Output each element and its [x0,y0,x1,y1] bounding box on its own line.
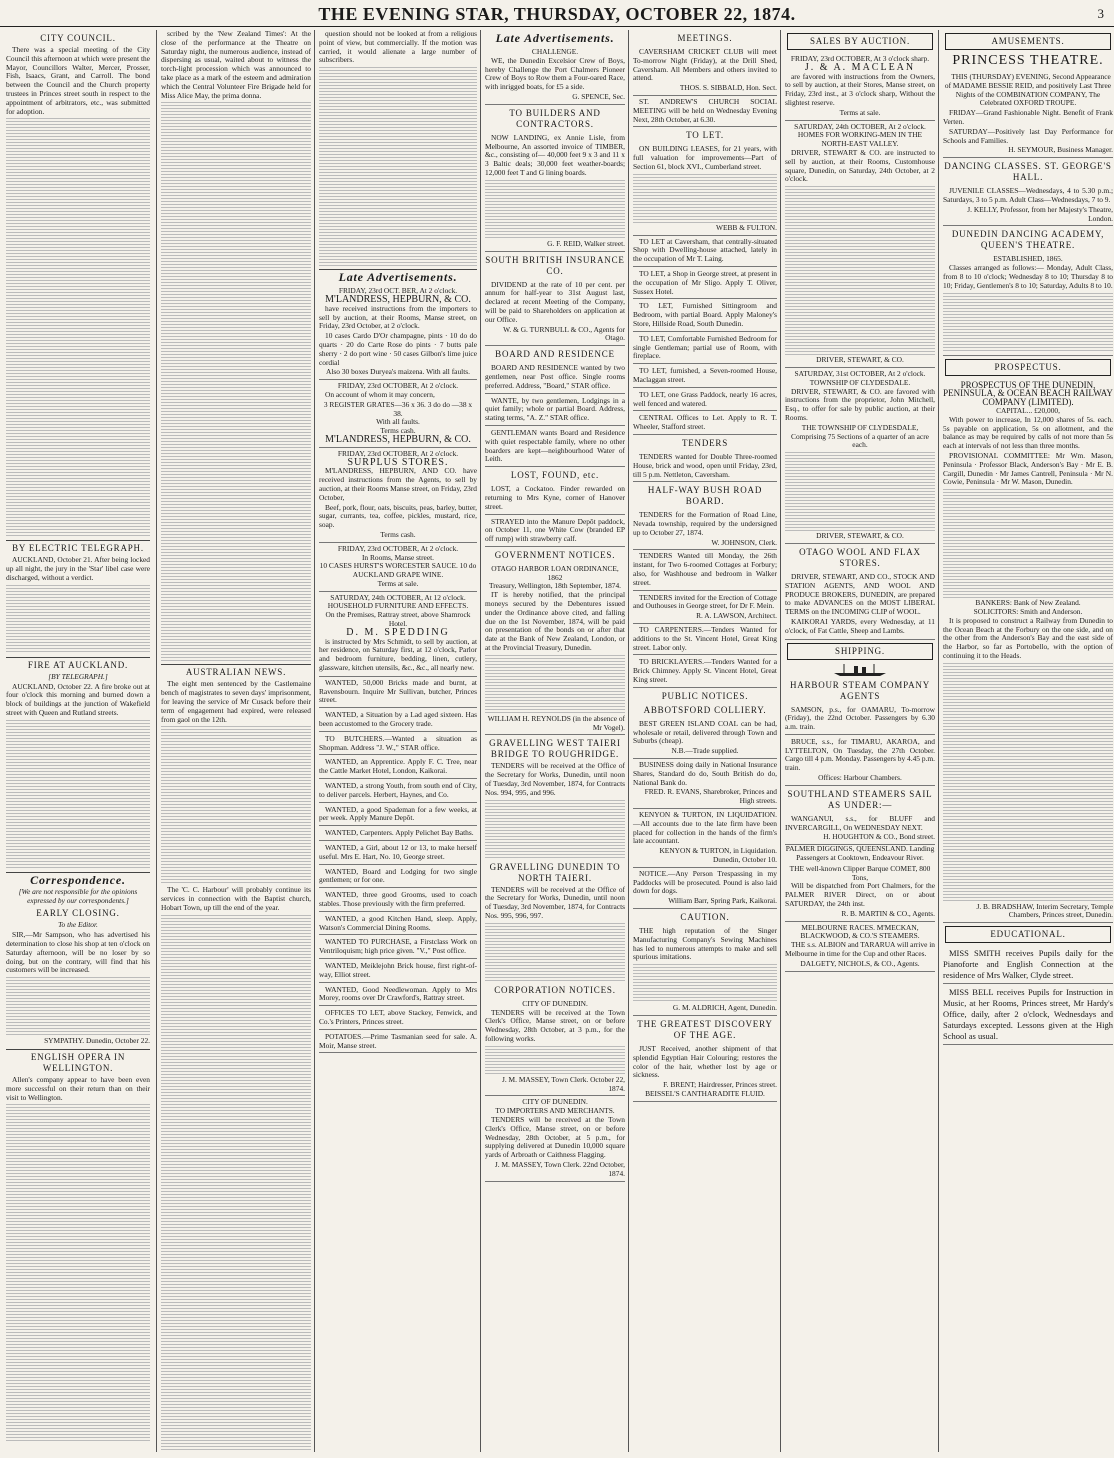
ad-wanted-situation: WANTED, a Situation by a Lad aged sixteen. Has been accustomed to the Grocery trade. [319,709,477,732]
newspaper-title: THE EVENING STAR, THURSDAY, OCTOBER 22, 1874. [318,4,796,24]
ad-singer: THE high reputation of the Singer Manufacturing Company's Sewing Machines has led to numerous attempts to make and sell spurious imitations. G. M. ALDRICH, Agent, Dunedin. [633,925,777,1016]
heading-english-opera: ENGLISH OPERA IN WELLINGTON. [6,1049,150,1074]
article-continuation [161,101,311,661]
ad-shop-george-st: TO LET, a Shop in George street, at present in the occupation of Mr Sligo. Apply T. Oliver, Sussex Hotel. [633,268,777,299]
page-number: 3 [1097,6,1104,21]
ad-grooms: WANTED, three good Grooms, used to coach stables. Those previously with the firm preferred. [319,889,477,912]
heading-public-notices: PUBLIC NOTICES. [661,690,749,701]
ad-register-grates: FRIDAY, 23rd OCTOBER, At 2 o'clock. On account of whom it may concern, 3 REGISTER GRATES—36 x 36. 3 do do —38 x 38. With all faults. Terms cash. M'LANDRESS, HEPBURN, & CO. [319,380,477,448]
ad-gentleman: GENTLEMAN wants Board and Residence with quiet respectable family, where no other boarders are kept—neighbourhood Water of Leith. [485,427,625,467]
column-3 [314,30,477,1452]
ad-kenyon-turton: KENYON & TURTON, IN LIQUIDATION.—All accounts due to the late firm have been placed for collection in the hands of the firm's late accountant. KENYON & TURTON, in Liquidation. Dunedin, October 10. [633,809,777,868]
ad-surplus-stores: FRIDAY, 23rd OCTOBER, At 2 o'clock. SURPLUS STORES. M'LANDRESS, HEPBURN, AND CO. have received instructions from the Agents, to sell by auction, at their Rooms Manse street, on Friday, 23rd October, Beef, pork, flour, oats, biscuits, peas, barley, butter, sugar, currants, tea, coffee, pickles, mustard, rice, soap. Terms cash. [319,448,477,543]
column-5 [628,30,777,1452]
ad-gravelling-2: TENDERS will be received at the Office of the Secretary for Works, Dunedin, until noon of Tuesday, 3rd November, 1874, for Contracts Nos. 995, 996, 997. [485,884,625,921]
heading-meetings: MEETINGS. [677,33,733,43]
heading-late-advertisements: Late Advertisements. [319,269,477,283]
ad-brick-house: WANTED, Meiklejohn Brick house, first right-of-way, Elliot street. [319,960,477,983]
steamship-icon [830,663,890,677]
ad-mlandress-1: FRIDAY, 23rd OCT. BER, At 2 o'clock. M'LANDRESS, HEPBURN, & CO. have received instructions from the importers to sell by auction, at their Rooms, Manse street, on Friday, 23rd October, at 2 o'clock. 10 cases Cardo D'Or champagne, pints · 10 do do quarts · 20 do Carte Rose do pints · 7 butts pale sherry · 2 do port wine · 50 cases Gilbon's lime juice cordial Also 30 boxes Duryea's maizena. With all faults. [319,285,477,380]
ad-railway-prospectus: PROSPECTUS OF THE DUNEDIN, PENINSULA, & OCEAN BEACH RAILWAY COMPANY (LIMITED). CAPITAL... £20,000, With power to increase, In 12,000 shares of 5s. each. 5s payable on application, 5s on allotment, and the balance as may be required by calls of not more than 5s each at intervals of not less than three months. PROVISIONAL COMMITTEE: Mr Wm. Mason, Peninsula · Professor Black, Anderson's Bay · Mr E. B. Cargill, Dunedin · Mr James Cantrell, Peninsula · Mr N. Cowie, Peninsula · Mr W. Mason, Dunedin. BANKERS: Bank of New Zealand. SOLICITORS: Smith and Anderson. It is proposed to construct a Railway from Dunedin to the Ocean Beach at the Forbury on the one side, and on the other from the Anderson's Bay and the east side of the Harbor, so far as Portobello, with the option of continuing it to the Heads. J. B. BRADSHAW, Interim Secretary, Temple Chambers, Princes street, Dunedin. [943,379,1113,924]
ad-wanted-bricks: WANTED, 50,000 Bricks made and burnt, at Ravensbourn. Inquire Mr Sullivan, butcher, Princes street. [319,677,477,708]
heading-dancing-classes: DANCING CLASSES. ST. GEORGE'S HALL. [944,161,1112,183]
column-4 [480,30,625,1452]
heading-wool-flax: OTAGO WOOL AND FLAX STORES. [799,546,921,568]
ad-city-dunedin-1: CITY OF DUNEDIN. TENDERS will be received at the Town Clerk's Office, Manse street, on or before Wednesday, 28th October, at 3 p.m., for the following works. J. M. MASSEY, Town Clerk. October 22, 1874. [485,998,625,1097]
ad-trespass: NOTICE.—Any Person Trespassing in my Paddocks will be prosecuted. Pound is also laid down for dogs. William Barr, Spring Park, Kaikorai. [633,868,777,909]
ad-bricklayers: TO BRICKLAYERS.—Tenders Wanted for a Brick Chimney. Apply St. Vincent Hotel, Great King street. [633,656,777,687]
ad-comet: THE well-known Clipper Barque COMET, 800 Tons, Will be dispatched from Port Chalmers, for the PALMER RIVER Direct, on or about SATURDAY, the 24th inst. R. B. MARTIN & CO., Agents. [785,863,935,922]
column-7 [938,30,1113,1452]
ad-cottages: TENDERS Wanted till Monday, the 26th instant, for Two 6-roomed Cottages at Forbury; also, for Washhouse and bedroom in Walker street. [633,550,777,590]
ad-ventriloquism: WANTED TO PURCHASE, a Firstclass Work on Ventriloquism; high price given. "V.," Post office. [319,936,477,959]
ad-strayed-cow: STRAYED into the Manure Depôt paddock, on October 11, one White Cow (branded EP off rump) with strawberry calf. [485,516,625,547]
article-continuation [6,1103,150,1443]
ad-cockatoo: LOST, a Cockatoo. Finder rewarded on returning to Mrs Kyne, corner of Hanover street. [485,483,625,514]
heading-sales-by-auction: SALES BY AUCTION. [787,33,933,50]
palmer-diggings: PALMER DIGGINGS, QUEENSLAND. Landing Passengers at Cooktown, Endeavour River. [785,844,935,863]
article-continuation [319,66,477,266]
ad-st-andrews: ST. ANDREW'S CHURCH SOCIAL MEETING will be held on Wednesday Evening Next, 28th October, at 6.30. [633,96,777,127]
ad-potatoes: POTATOES.—Prime Tasmanian seed for sale. A. Moir, Manse street. [319,1031,477,1054]
ad-colliery: BEST GREEN ISLAND COAL can be had, wholesale or retail, delivered through Town and Suburbs (cheap). N.B.—Trade supplied. [633,718,777,759]
ad-miss-smith: MISS SMITH receives Pupils daily for the Pianoforte and English Connection at the residence of Mrs Walker, Clyde street. [943,946,1113,984]
heading-prospectus: PROSPECTUS. [945,359,1111,376]
ad-spedding: SATURDAY, 24th OCTOBER, At 12 o'clock. HOUSEHOLD FURNITURE AND EFFECTS. On the Premises, Rattray street, above Shamrock Hotel. D. M. SPEDDING is instructed by Mrs Schmidt, to sell by auction, at her residence, on Saturday first, at 12 o'clock, Parlor and bedroom furniture, bedding, linen, cutlery, glassware, kitchen utensils, &c., &c., all nearly new. [319,592,477,677]
ad-needlewoman: WANTED, Good Needlewoman. Apply to Mrs Morey, rooms over Dr Crawford's, Rattray street. [319,984,477,1007]
ad-wanganui: WANGANUI, s.s., for BLUFF and INVERCARGILL, On WEDNESDAY NEXT. H. HOUGHTON & CO., Bond street. [785,813,935,845]
ad-tender-house: TENDERS wanted for Double Three-roomed House, brick and wood, open until Friday, 23rd, till 5 p.m. Nettleton, Caversham. [633,451,777,482]
article-continuation [161,725,311,885]
ad-board: BOARD AND RESIDENCE wanted by two gentlemen, near Post office. Single rooms preferred. Address, "Board," STAR office. [485,362,625,393]
ad-youth: WANTED, a strong Youth, from south end of City, to deliver parcels. Herbert, Haynes, and Co. [319,780,477,803]
ad-sittingroom: TO LET, Furnished Sittingroom and Bedroom, with partial Board. Apply Maloney's Store, Hillside Road, South Dunedin. [633,300,777,331]
heading-australian-news: AUSTRALIAN NEWS. [161,664,311,678]
ad-dancing-academy: ESTABLISHED, 1865. Classes arranged as follows:— Monday, Adult Class, from 8 to 10 o'clock; Wednesday 8 to 10; Thursday 8 to 10; Friday, Gentlemen's 8 to 10; Saturday, Adults 8 to 10. [943,253,1113,355]
ad-city-dunedin-2: CITY OF DUNEDIN. TO IMPORTERS AND MERCHANTS. TENDERS will be received at the Town Clerk's Office, Manse street, on or before Wednesday, 28th October, at 5 p.m., for supplying delivered at Dunedin 10,000 square yards of Arbroath or Caithness Flagging. J. M. MASSEY, Town Clerk. 22nd October, 1874. [485,1096,625,1181]
ad-working-men-homes: SATURDAY, 24th OCTOBER, At 2 o'clock. HOMES FOR WORKING-MEN IN THE NORTH-EAST VALLEY. DRIVER, STEWART & CO. are instructed to sell by auction, at their Rooms, Customhouse square, Dunedin, on Saturday, 24th October, at 2 o'clock. DRIVER, STEWART, & CO. [785,121,935,368]
ad-girl: WANTED, a Girl, about 12 or 13, to make herself useful. Mrs E. Hart, No. 10, George street. [319,842,477,865]
heading-gravelling-west-taieri: GRAVELLING WEST TAIERI BRIDGE TO ROUGHRIDGE. [489,738,621,760]
heading-correspondence: Correspondence. [6,872,150,886]
article-opera: Allen's company appear to have been even more successful on their return than on their visit to Wellington. [6,1074,150,1102]
heading-city-council: CITY COUNCIL. [40,33,116,43]
ad-road-board: TENDERS for the Formation of Road Line, Nevada township, required by the undersigned up to October 27, 1874. W. JOHNSON, Clerk. [633,509,777,550]
ad-central-offices: CENTRAL Offices to Let. Apply to R. T. Wheeler, Stafford street. [633,412,777,435]
heading-corporation-notices: CORPORATION NOTICES. [494,984,616,995]
heading-tenders: TENDERS [681,437,729,448]
article-australian-1: The eight men sentenced by the Castlemaine bench of magistrates to seven days' imprisonment, for leaving the service of Mr Cusack before their term of engagement had expired, were released from gaol on the 12th. [161,679,311,724]
subheading: To the Editor. [58,920,98,930]
heading-builders: TO BUILDERS AND CONTRACTORS. [509,107,601,129]
heading-government-notices: GOVERNMENT NOTICES. [494,549,616,560]
heading-electric-telegraph: BY ELECTRIC TELEGRAPH. [6,540,150,554]
ad-bruce: BRUCE, s.s., for TIMARU, AKAROA, and LYTTELTON, On Tuesday, the 27th October. Cargo till 4 p.m. Monday. Passengers by 4.45 p.m. train. Offices: Harbour Chambers. [785,736,935,786]
ad-juvenile-classes: JUVENILE CLASSES—Wednesdays, 4 to 5.30 p.m.; Saturdays, 3 to 5 p.m. Adult Class—Wednesdays, 7 to 9. J. KELLY, Professor, from her Majesty's Theatre, London. [943,185,1113,226]
ad-bedroom: TO LET, Comfortable Furnished Bedroom for single Gentleman; partial use of Room, with fireplace. [633,333,777,364]
ad-harbor-loan: OTAGO HARBOR LOAN ORDINANCE, 1862 Treasury, Wellington, 18th September, 1874. IT is hereby notified, that the principal moneys secured by the Debentures issued under the Ordinance above cited, and falling due on the 1st November, 1874, will be paid on presentation of the bonds on or after that date at the Bank of New Zealand, London, or at the Provincial Treasury, Dunedin. WILLIAM H. REYNOLDS (in the absence of Mr Vogel). [485,563,625,736]
article-council-cont: question should not be looked at from a religious point of view, but commercially. If the motion was carried, it would alienate a large number of subscribers. [319,30,477,65]
heading-late-advertisements-2: Late Advertisements. [495,31,615,45]
heading-early-closing: EARLY CLOSING. [36,908,120,919]
ad-spademan: WANTED, a good Spademan for a few weeks, at per week. Apply Manure Depôt. [319,804,477,827]
heading-caution: CAUTION. [680,911,730,922]
article-telegraph: AUCKLAND, October 21. After being locked up all night, the jury in the 'Star' libel case were discharged, without a verdict. [6,555,150,582]
heading-educational: EDUCATIONAL. [945,926,1111,943]
ad-hair-colouring: JUST Received, another shipment of that splendid Egyptian Hair Colouring; restores the color of the hair, whether lost by age or sickness. F. BRENT; Hairdresser, Princes street. BEISSEL'S CANTHARADITE FLUID. [633,1043,777,1102]
ad-apprentice: WANTED, an Apprentice. Apply F. C. Tree, near the Cattle Market Hotel, London, Kaikorai. [319,756,477,779]
article-fire: AUCKLAND, October 22. A fire broke out at four o'clock this morning and burned down a block of buildings at the junction of Wakefield street with Queen and Rutland streets. [6,681,150,717]
article-city-council: There was a special meeting of the City Council this afternoon at which were present the Mayor, Councillors Walter, Mercer, Prosser, Fish, Isaacs, Grant, and Carroll. The bond between the Council and the Church property trustees in Princes street south in respect to the appointment of arbitrators, etc., was submitted for adoption. [6,45,150,116]
ad-offices: OFFICES TO LET, above Stackey, Fenwick, and Co.'s Printers, Princes street. [319,1007,477,1030]
heading-amusements: AMUSEMENTS. [945,33,1111,50]
ad-grass-paddock: TO LET, one Grass Paddock, nearly 16 acres, well fenced and watered. [633,389,777,412]
column-6 [780,30,935,1452]
heading-to-let: TO LET. [686,130,724,141]
disclaimer: [We are not responsible for the opinions expressed by our correspondents.] [18,886,138,905]
heading-lost-found: LOST, FOUND, etc. [510,470,600,481]
ad-clydesdale: SATURDAY, 31st OCTOBER, At 2 o'clock. TOWNSHIP OF CLYDESDALE. DRIVER, STEWART, & CO. are favored with instructions from the proprietor, John Mitchell, Esq., to offer for sale by public auction, at their Rooms. THE TOWNSHIP OF CLYDESDALE, Comprising 75 Sections of a quarter of an acre each. DRIVER, STEWART, & CO. [785,368,935,544]
article-continuation [6,117,150,537]
subheading: [BY TELEGRAPH.] [48,671,108,681]
article-australian-2: The 'C. C. Harbour' will probably continue its services in connection with the Baptist church, Hobart Town, up till the end of the year. [161,885,311,912]
heading-half-way-bush: HALF-WAY BUSH ROAD BOARD. [647,485,763,507]
ad-kitchen-hand: WANTED, a good Kitchen Hand, sleep. Apply, Watson's Commercial Dining Rooms. [319,913,477,936]
ad-samson: SAMSON, p.s., for OAMARU, To-morrow (Friday), the 22nd October. Passengers by 6.30 a.m. train. [785,704,935,735]
column-1 [6,30,150,1452]
ad-gravelling-1: TENDERS will be received at the Office of the Secretary for Works, Dunedin, until noon of Tuesday, 3rd November, 1874, for Contracts Nos. 994, 995, and 996. [485,761,625,797]
ad-butchers: TO BUTCHERS.—Wanted a situation as Shopman. Address "J. W.," STAR office. [319,733,477,756]
article-continuation [161,914,311,1452]
heading-board-residence: BOARD AND RESIDENCE [495,349,615,360]
ad-erection: TENDERS invited for the Erection of Cottage and Outhouses in George street, for Dr F. Mein. R. A. LAWSON, Architect. [633,592,777,624]
letter-signature: SYMPATHY. Dunedin, October 22. [44,1036,150,1046]
masthead [0,0,1114,27]
article-opera-cont: scribed by the 'New Zealand Times': At the close of the performance at the Theatre on Saturday night, the numerous audience, instead of dispersing as usual, waited about to witness the torch-light procession which was announced to take place as a mark of the esteem and admiration which the Central Volunteer Fire Brigade held for Miss Alice May, the prima donna. [161,30,311,100]
ad-shop-caversham: TO LET at Caversham, that centrally-situated Shop with Dwelling-house attached, lately in the occupation of Mr T. Laing. [633,236,777,267]
ad-sharebroker: BUSINESS doing daily in National Insurance Shares, Standard do do, South British do do, National Bank do. FRED. R. EVANS, Sharebroker, Princes and High streets. [633,759,777,809]
princess-theatre-title: PRINCESS THEATRE. [952,53,1104,68]
ad-theatre: THIS (THURSDAY) EVENING, Second Appearance of MADAME BESSIE REID, and positively Last Three Nights of the COMBINATION COMPANY, The Celebrated OXFORD TROUPE. FRIDAY—Grand Fashionable Night. Benefit of Frank Verten. SATURDAY—Positively last Day Performance for Schools and Families. H. SEYMOUR, Business Manager. [943,71,1113,158]
ad-maclean: FRIDAY, 23rd OCTOBER, At 3 o'clock sharp. J. & A. MACLEAN are favored with instructions from the Owners, to sell by auction, at their Stores, Manse street, on Friday, 23rd inst., at 3 o'clock sharp, Without the slightest reserve. Terms at sale. [785,53,935,121]
column-2 [156,30,311,1452]
heading-abbotsford: ABBOTSFORD COLLIERY. [643,704,767,715]
heading-shipping: SHIPPING. [787,643,933,660]
article-continuation [6,584,150,654]
heading-fire-auckland: FIRE AT AUCKLAND. [6,657,150,671]
article-continuation [6,976,150,1036]
ad-challenge: CHALLENGE. WE, the Dunedin Excelsior Crew of Boys, hereby Challenge the Port Chalmers Pioneer Crew of Boys to Row them a Four-oared Race, with inrigged boats, for £5 a side. G. SPENCE, Sec. [485,46,625,105]
ad-miss-bell: MISS BELL receives Pupils for Instruction in Music, at her Rooms, Princes street, Mr Hardy's Office, daily, after 2 o'clock, Wednesdays and Saturdays excepted. Lessons given at the High School as usual. [943,985,1113,1045]
heading-south-british: SOUTH BRITISH INSURANCE CO. [485,254,625,276]
ad-worcester-sauce: FRIDAY, 23rd OCTOBER, At 2 o'clock. In Rooms, Manse street. 10 CASES HURST'S WORCESTER SAUCE. 10 do AUCKLAND GRAPE WINE. Terms at sale. [319,543,477,592]
heading-greatest-discovery: THE GREATEST DISCOVERY OF THE AGE. [637,1018,773,1040]
article-continuation [6,719,150,869]
ad-lodgings: WANTE, by two gentlemen, Lodgings in a quiet family; whole or partial Board. Address, stating terms, "A. Z." STAR office. [485,395,625,426]
ad-timber: NOW LANDING, ex Annie Lisle, from Melbourne, An assorted invoice of TIMBER, &c., consisting of— 40,000 feet 9 x 3 and 11 x 3 Baltic deals; 30,000 feet weather-boards; 12,000 feet T and G lining boards. G. F. REID, Walker street. [485,132,625,252]
ad-carpenters: WANTED, Carpenters. Apply Pelichet Bay Baths. [319,827,477,841]
ad-melbourne-races: MELBOURNE RACES. M'MECKAN, BLACKWOOD, & CO.'S STEAMERS. THE s.s. ALBION and TARARUA will arrive in Melbourne in time for the Cup and other Races. DALGETY, NICHOLS, & CO., Agents. [785,922,935,972]
heading-dancing-academy: DUNEDIN DANCING ACADEMY, QUEEN'S THEATRE. [951,229,1105,251]
ad-carpenters-tender: TO CARPENTERS.—Tenders Wanted for additions to the St. Vincent Hotel, Great King street. Labor only. [633,624,777,655]
heading-gravelling-north-taieri: GRAVELLING DUNEDIN TO NORTH TAIERI. [489,861,621,883]
ad-seven-roomed: TO LET, furnished, a Seven-roomed House, Maclaggan street. [633,365,777,388]
ad-wool-stores: DRIVER, STEWART, AND CO., STOCK AND STATION AGENTS, AND WOOL AND PRODUCE BROKERS, DUNEDIN, are prepared to make ADVANCES on the MOST LIBERAL TERMS on the INCOMING CLIP of WOOL. KAIKORAI YARDS, every Wednesday, at 11 o'clock, of Fat Cattle, Sheep and Lambs. [785,571,935,640]
ad-board-lodging: WANTED, Board and Lodging for two single gentlemen; or for one. [319,866,477,889]
ad-cricket-club: CAVERSHAM CRICKET CLUB will meet To-morrow Night (Friday), at the Drill Shed, Caversham. All Members and others invited to attend. THOS. S. SIBBALD, Hon. Sect. [633,46,777,96]
ad-building-leases: ON BUILDING LEASES, for 21 years, with full valuation for improvements—Part of Section 61, block XVI., Cumberland street. WEBB & FULTON. [633,143,777,235]
letter-early-closing: SIR,—Mr Sampson, who has advertised his determination to close his shop at ten o'clock on Saturday afternoon, will be no loser by so doing, but on the contrary, will find that his customers will be increased. [6,930,150,975]
ad-dividend: DIVIDEND at the rate of 10 per cent. per annum for half-year to 31st August last, declared at recent Meeting of the Company, will be paid to Shareholders on application at our Office. W. & G. TURNBULL & CO., Agents for Otago. [485,279,625,347]
heading-harbour-steam: HARBOUR STEAM COMPANY AGENTS [790,679,930,701]
heading-southland-steamers: SOUTHLAND STEAMERS SAIL AS UNDER:— [787,788,933,810]
